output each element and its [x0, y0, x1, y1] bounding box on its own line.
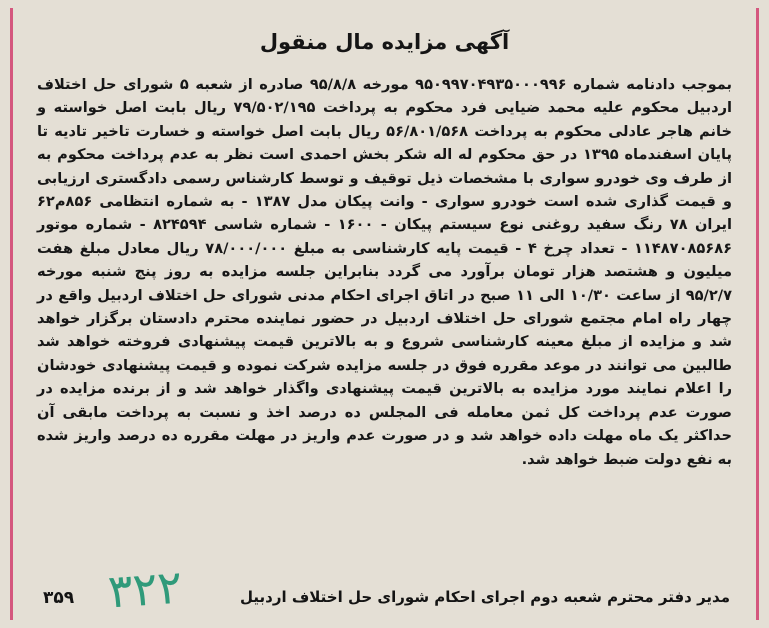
notice-title: آگهی مزایده مال منقول: [259, 30, 510, 54]
page-number: ۳۵۹: [43, 588, 75, 608]
notice-paragraph: بموجب دادنامه شماره ۹۵۰۹۹۷۰۴۹۳۵۰۰۰۹۹۶ مورخه ۹۵/۸/۸ صادره از شعبه ۵ شورای حل اختلاف اردبیل محکوم علیه محمد ضیایی فرد محکوم به پرداخت ۷۹/۵۰۲/۱۹۵ ریال بابت اصل خواسته و خانم هاجر عادلی محکوم به پرداخت ۵۶/۸۰۱/۵۶۸ ریال بابت اصل خواسته و خسارت تاخیر تادیه تا پایان اسفندماه ۱۳۹۵ در حق محکوم له اله شکر بخش احمدی است نظر به عدم پرداخت محکوم به از طرف وی خودرو سواری با مشخصات ذیل توقیف و توسط کارشناس رسمی دادگستری ارزیابی و قیمت گذاری شده است خودرو سواری - وانت پیکان مدل ۱۳۸۷ - به شماره انتظامی ۸۵۶م۶۲ ایران ۷۸ رنگ سفید روغنی نوع سیستم پیکان - ۱۶۰۰ - شماره شاسی ۸۲۴۵۹۴ - شماره موتور ۱۱۴۸۷۰۸۵۶۸۶ - تعداد چرخ ۴ - قیمت پایه کارشناسی به مبلغ ۷۸/۰۰۰/۰۰۰ ریال معادل مبلغ هفت میلیون و هشتصد هزار تومان برآورد می گردد بنابراین جلسه مزایده به روز پنج شنبه مورخه ۹۵/۲/۷ از ساعت ۱۰/۳۰ الی ۱۱ صبح در اتاق اجرای احکام مدنی شورای حل اختلاف اردبیل واقع در چهار راه امام مجتمع شورای حل اختلاف اردبیل در حضور نماینده محترم دادستان برگزار خواهد شد و مزایده از مبلغ معینه کارشناسی شروع و به بالاترین قیمت پیشنهادی فروخته خواهد شد طالبین می توانند در موعد مقرره فوق در جلسه مزایده شرکت نموده و قیمت پیشنهادی خودشان را اعلام نمایند مورد مزایده به بالاترین قیمت پیشنهادی واگذار خواهد شد و از برنده مزایده در صورت عدم پرداخت کل ثمن معامله فی المجلس ده درصد اخذ و نسبت به پرداخت مابقی آن حداکثر یک ماه مهلت داده خواهد شد و در صورت عدم واریز در مهلت مقرره ده درصد واریز شده به نفع دولت ضبط خواهد شد.: [37, 76, 733, 468]
handwritten-note: ۳۲۲: [106, 559, 184, 619]
notice-body: [37, 73, 732, 471]
notice-footer-signature: مدیر دفتر محترم شعبه دوم اجرای احکام شورای حل اختلاف اردبیل: [240, 588, 730, 606]
notice-frame: [10, 8, 759, 620]
